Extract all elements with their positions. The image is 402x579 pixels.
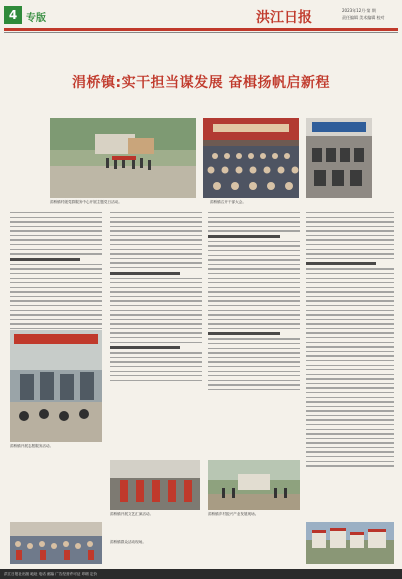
photo-performance	[110, 460, 200, 510]
photo-town-view	[306, 522, 394, 564]
page-footer: 洪江日报社出版 地址 电话 邮编 广告经营许可证 印刷 定价	[0, 569, 402, 579]
header-rule	[4, 28, 398, 31]
photo-industry-site	[208, 460, 300, 510]
photo-cadre-meeting	[203, 118, 299, 198]
editor-credits: 责任编辑 美术编辑 校对	[342, 15, 385, 20]
text-column-4	[306, 212, 394, 470]
caption-photo5: 涓桥镇开展文艺汇演活动。	[110, 512, 154, 516]
page-number: 4	[4, 6, 22, 24]
caption-photo7: 涓桥镇群众活动现场。	[110, 540, 146, 544]
photo-meeting-room	[306, 118, 372, 198]
text-column-2	[110, 212, 202, 384]
caption-photo6: 涓桥镇乡村振兴产业发展现场。	[208, 512, 259, 516]
photo-crowd-event	[10, 522, 102, 564]
issue-date: 2023年12月·第 期	[342, 8, 376, 13]
page-header	[4, 6, 398, 26]
caption-photo4: 涓桥镇开展志愿服务活动。	[10, 444, 54, 448]
header-rule-thin	[4, 32, 398, 33]
headline: 涓桥镇:实干担当谋发展 奋楫扬帆启新程	[72, 75, 330, 91]
caption-photo2: 涓桥镇召开干部大会。	[210, 200, 246, 204]
photo-party-activity	[50, 118, 196, 198]
text-column-3	[208, 212, 300, 393]
newspaper-logo: 洪江日报	[256, 10, 312, 26]
photo-volunteer-service	[10, 330, 102, 442]
section-label: 专版	[26, 13, 46, 24]
caption-photo1: 涓桥镇村级党群服务中心开展主题党日活动。	[50, 200, 122, 204]
